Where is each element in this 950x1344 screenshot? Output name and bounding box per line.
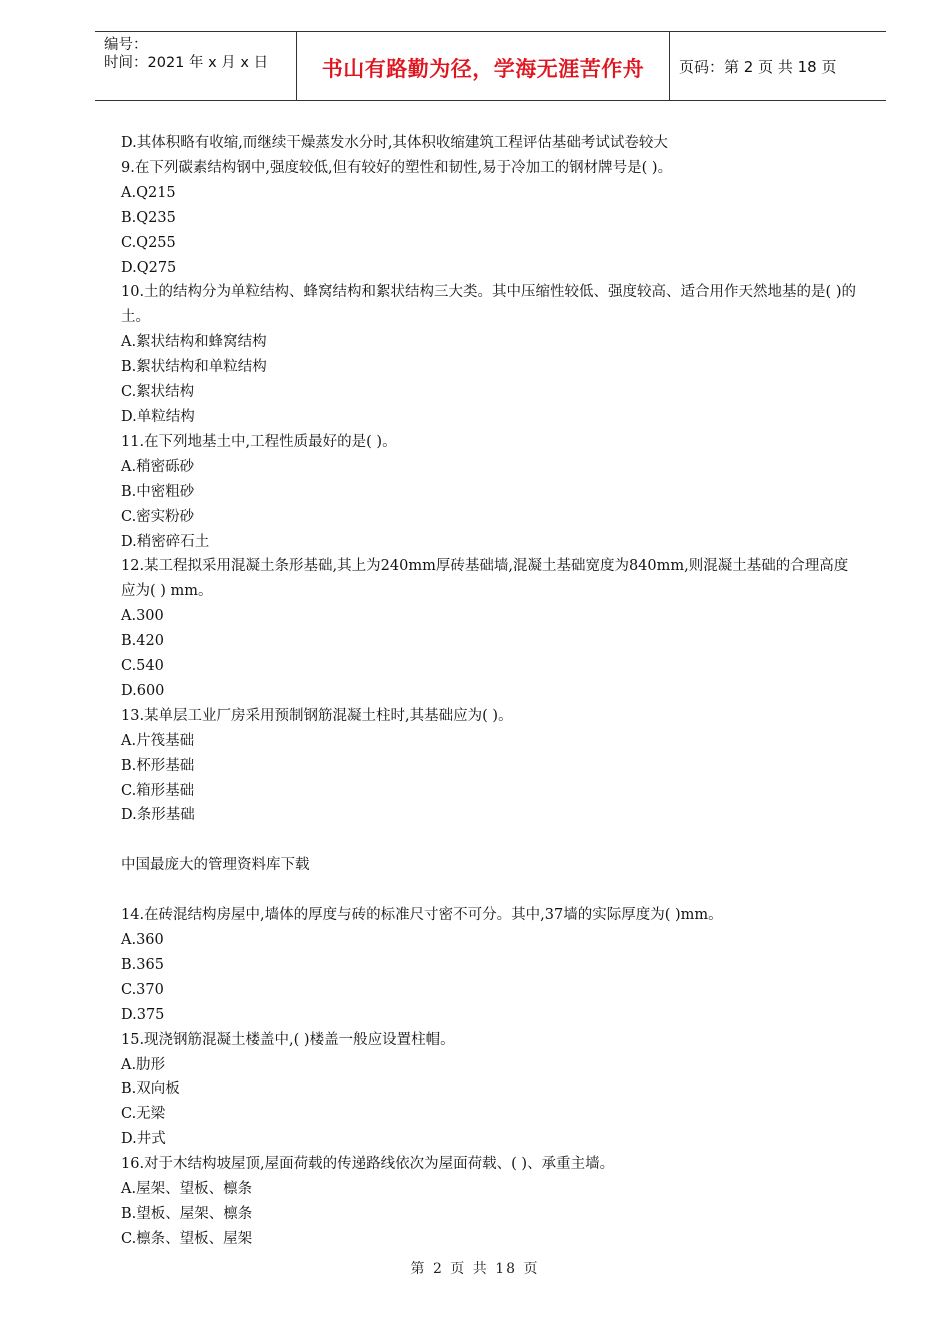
option-line: C.箱形基础	[121, 782, 195, 799]
header-page-label: 页码：第 2 页 共 18 页	[679, 58, 837, 76]
option-line: D.Q275	[121, 259, 177, 276]
option-line: B.双向板	[121, 1081, 180, 1098]
header-table	[95, 31, 886, 101]
question-15: 15.现浇钢筋混凝土楼盖中,( )楼盖一般应设置柱帽。	[121, 1031, 455, 1048]
option-line: C.370	[121, 981, 164, 998]
option-line: B.420	[121, 633, 164, 650]
question-10: 10.土的结构分为单粒结构、蜂窝结构和絮状结构三大类。其中压缩性较低、强度较高、适合用作天然地基的是( )的土。	[121, 284, 856, 326]
page-footer: 第 2 页 共 18 页	[410, 1261, 540, 1277]
header-motto: 书山有路勤为径，学海无涯苦作舟	[321, 57, 645, 81]
question-9: 9.在下列碳素结构钢中,强度较低,但有较好的塑性和韧性,易于冷加工的钢材牌号是( )。	[121, 159, 673, 176]
option-line: A.300	[121, 608, 164, 625]
option-line: A.360	[121, 931, 164, 948]
option-line: A.片筏基础	[121, 732, 195, 749]
option-line: A.肋形	[121, 1056, 166, 1073]
option-line: D.稍密碎石土	[121, 533, 210, 550]
option-line: A.稍密砾砂	[121, 458, 195, 475]
option-line: A.絮状结构和蜂窝结构	[121, 334, 267, 351]
document-body	[121, 131, 861, 1252]
header-info	[104, 36, 294, 72]
option-line: C.檩条、望板、屋架	[121, 1230, 253, 1247]
ad-line: 中国最庞大的管理资料库下载	[121, 857, 310, 874]
option-line: C.絮状结构	[121, 384, 195, 401]
option-line: D.单粒结构	[121, 408, 195, 425]
header-divider	[669, 32, 670, 100]
option-line: B.中密粗砂	[121, 483, 195, 500]
option-line: C.540	[121, 658, 164, 675]
option-line: B.杯形基础	[121, 757, 195, 774]
option-line: B.望板、屋架、檩条	[121, 1205, 253, 1222]
option-line: B.絮状结构和单粒结构	[121, 359, 267, 376]
option-line: C.密实粉砂	[121, 508, 195, 525]
option-line: B.Q235	[121, 209, 176, 226]
time-label: 时间：2021 年 x 月 x 日	[104, 55, 269, 71]
blank-line	[121, 878, 861, 903]
option-line: D.600	[121, 682, 165, 699]
option-line: D.条形基础	[121, 807, 195, 824]
option-line: A.屋架、望板、檩条	[121, 1181, 253, 1198]
question-13: 13.某单层工业厂房采用预制钢筋混凝土柱时,其基础应为( )。	[121, 707, 513, 724]
question-16: 16.对于木结构坡屋顶,屋面荷载的传递路线依次为屋面荷载、( )、承重主墙。	[121, 1156, 615, 1173]
option-line: D.井式	[121, 1131, 166, 1148]
option-line: D.375	[121, 1006, 165, 1023]
text-line: D.其体积略有收缩,而继续干燥蒸发水分时,其体积收缩建筑工程评估基础考试试卷较大	[121, 135, 668, 151]
option-line: C.Q255	[121, 234, 176, 251]
question-14: 14.在砖混结构房屋中,墙体的厚度与砖的标准尺寸密不可分。其中,37墙的实际厚度为( )mm。	[121, 907, 723, 924]
option-line: B.365	[121, 956, 164, 973]
option-line: A.Q215	[121, 184, 176, 201]
question-11: 11.在下列地基土中,工程性质最好的是( )。	[121, 433, 397, 450]
blank-line	[121, 828, 861, 853]
question-12: 12.某工程拟采用混凝土条形基础,其上为240mm厚砖基础墙,混凝土基础宽度为840mm,则混凝土基础的合理高度应为( ) mm。	[121, 558, 849, 600]
option-line: C.无梁	[121, 1106, 166, 1123]
number-label: 编号：	[104, 37, 148, 53]
